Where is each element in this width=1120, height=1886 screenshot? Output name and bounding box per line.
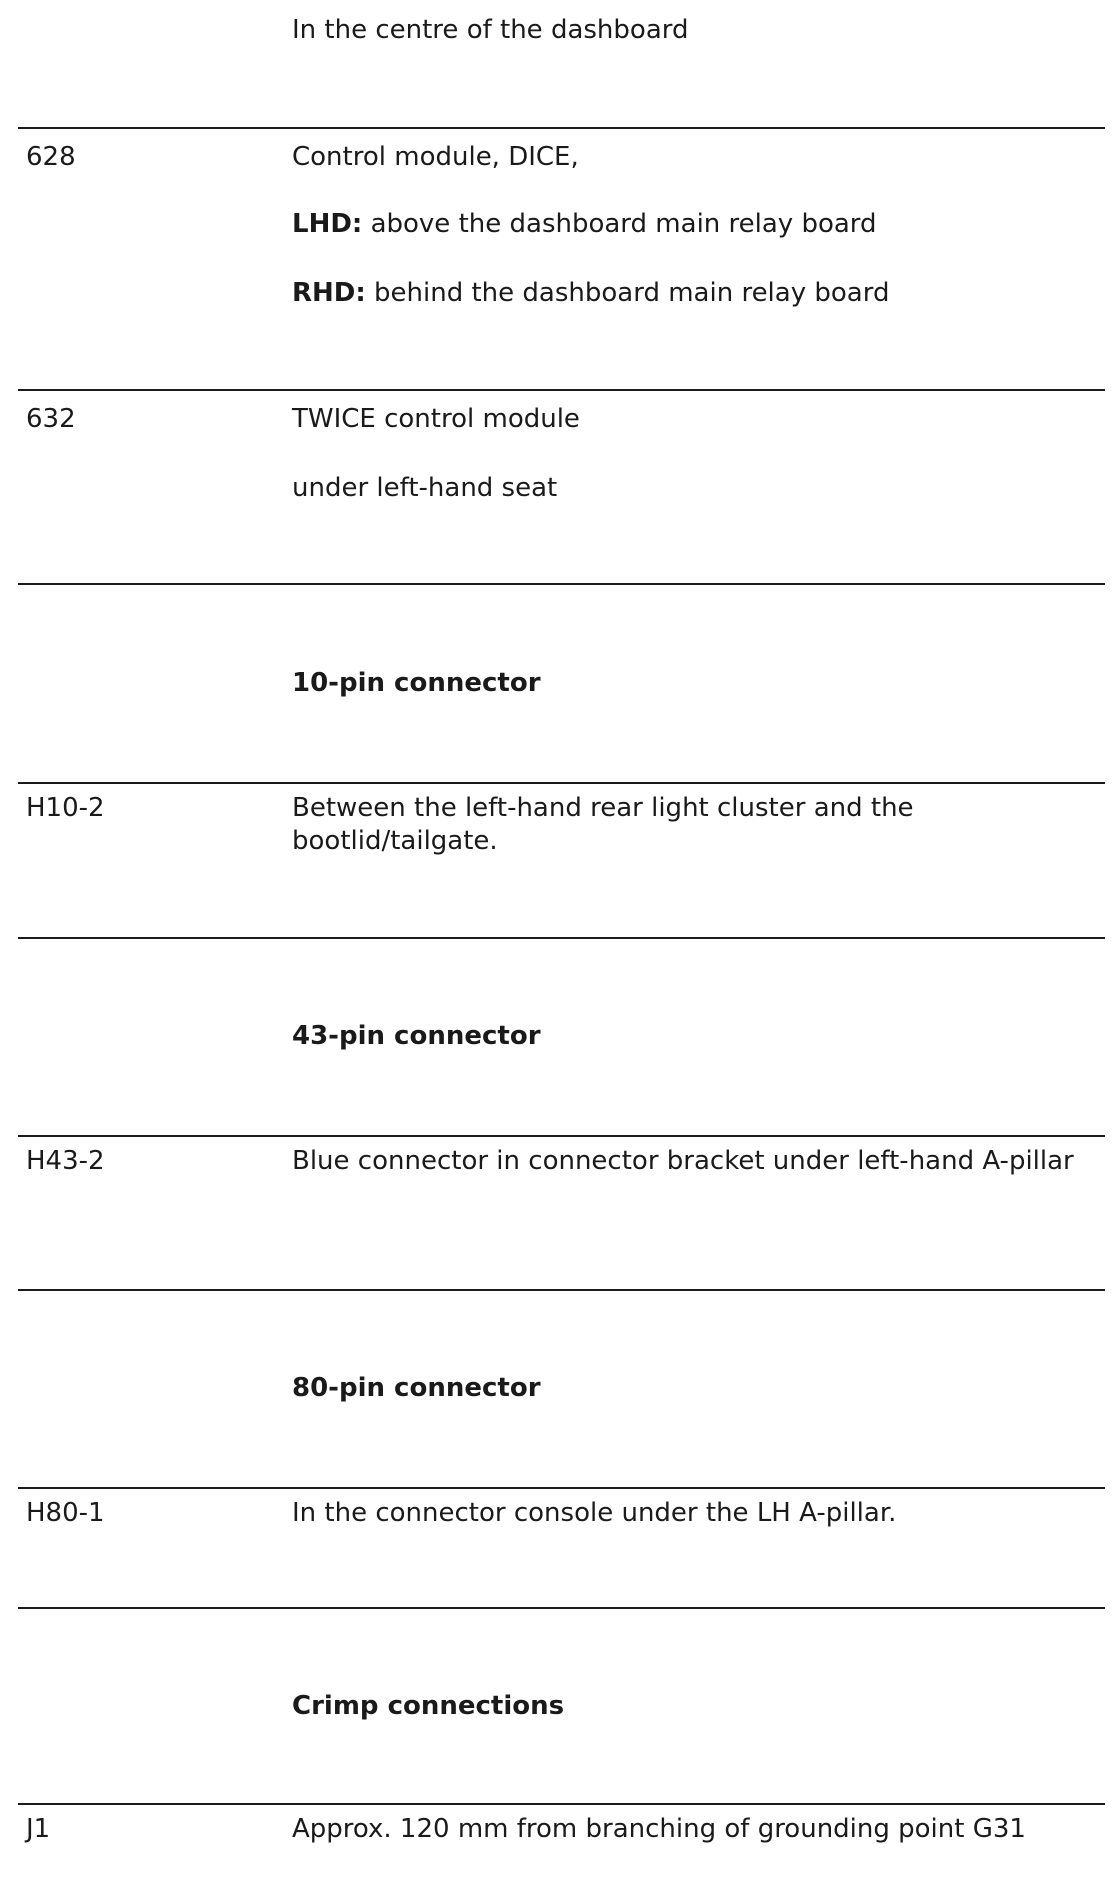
row-code: H80-1 bbox=[26, 1498, 105, 1528]
section-heading: Crimp connections bbox=[292, 1691, 565, 1721]
row-description: Approx. 120 mm from branching of grounding point G31 bbox=[292, 1814, 1026, 1844]
divider bbox=[18, 583, 1105, 585]
row-code: 632 bbox=[26, 404, 76, 434]
divider bbox=[18, 389, 1105, 391]
section-heading: 43-pin connector bbox=[292, 1021, 541, 1051]
rhd-text: behind the dashboard main relay board bbox=[374, 278, 890, 308]
divider bbox=[18, 1289, 1105, 1291]
intro-text: In the centre of the dashboard bbox=[292, 15, 689, 45]
row-description: In the connector console under the LH A-pillar. bbox=[292, 1498, 897, 1528]
divider bbox=[18, 1607, 1105, 1609]
row-description: Control module, DICE, bbox=[292, 142, 579, 172]
row-description: Between the left-hand rear light cluster and the bootlid/tailgate. bbox=[292, 793, 914, 856]
divider bbox=[18, 1487, 1105, 1489]
divider bbox=[18, 782, 1105, 784]
section-heading: 80-pin connector bbox=[292, 1373, 541, 1403]
row-code: J1 bbox=[26, 1814, 51, 1844]
row-description: under left-hand seat bbox=[292, 473, 558, 503]
divider bbox=[18, 937, 1105, 939]
lhd-text: above the dashboard main relay board bbox=[370, 209, 877, 239]
section-heading: 10-pin connector bbox=[292, 668, 541, 698]
row-code: H43-2 bbox=[26, 1146, 105, 1176]
lhd-label: LHD: bbox=[292, 209, 363, 239]
divider bbox=[18, 127, 1105, 129]
divider bbox=[18, 1803, 1105, 1805]
row-description: TWICE control module bbox=[292, 404, 580, 434]
row-code: 628 bbox=[26, 142, 76, 172]
row-description: Blue connector in connector bracket under left-hand A-pillar bbox=[292, 1146, 1074, 1176]
divider bbox=[18, 1135, 1105, 1137]
lhd-line bbox=[292, 208, 1092, 241]
rhd-line bbox=[292, 277, 1092, 310]
rhd-label: RHD: bbox=[292, 278, 366, 308]
row-code: H10-2 bbox=[26, 793, 105, 823]
